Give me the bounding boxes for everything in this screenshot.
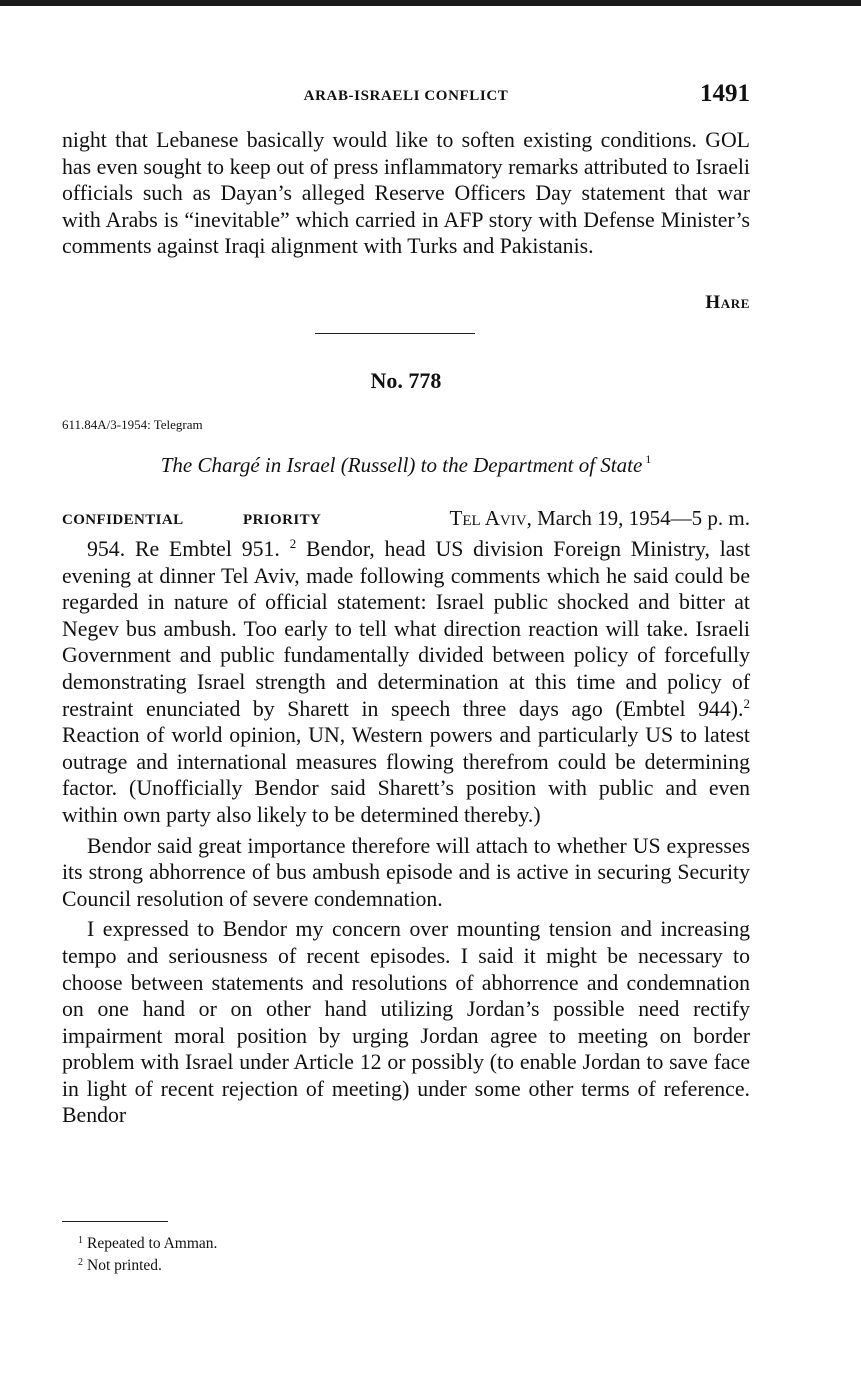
footnote-divider bbox=[62, 1221, 168, 1222]
footnote-ref-1: 1 bbox=[645, 452, 652, 466]
body-paragraph-2: Bendor said great importance therefore will attach to whether US expresses its strong abhorrence of bus ambush episode and is active in securing Security Council resolution of severe condemnation. bbox=[62, 833, 750, 911]
running-head bbox=[62, 80, 750, 114]
classification-line bbox=[62, 506, 750, 534]
classification: CONFIDENTIAL bbox=[62, 512, 184, 528]
page-number: 1491 bbox=[700, 80, 750, 107]
footnote-2 bbox=[78, 1253, 217, 1275]
footnote-text-2: Not printed. bbox=[87, 1257, 162, 1274]
footnote-ref-2b: 2 bbox=[743, 695, 750, 711]
section-divider bbox=[315, 333, 475, 334]
footnotes bbox=[78, 1231, 217, 1275]
footnote-mark-2: 2 bbox=[78, 1257, 83, 1268]
continuation-paragraph bbox=[62, 127, 750, 260]
p1-text-c: Reaction of world opinion, UN, Western powers and particularly US to latest outrage and international measures flowing therefrom could be determining factor. (Unofficially Bendor said Sharett’s position with public and even within own party also likely to be determined thereby.) bbox=[62, 723, 750, 827]
signature: Hare bbox=[705, 292, 750, 313]
continuation-text: night that Lebanese basically would like to soften existing conditions. GOL has even sought to keep out of press inflammatory remarks attributed to Israeli officials such as Dayan’s alleged Reserve Officers Day statement that war with Arabs is “inevitable” which carried in AFP story with Defense Minister’s comments against Iraqi alignment with Turks and Pakistanis. bbox=[62, 128, 750, 259]
document-title-text: The Chargé in Israel (Russell) to the Department of State bbox=[160, 453, 643, 477]
page-top-edge bbox=[0, 0, 861, 6]
telegram-body bbox=[62, 536, 750, 1129]
footnote-ref-2a: 2 bbox=[289, 536, 297, 551]
document-number: No. 778 bbox=[370, 368, 442, 393]
body-paragraph-3: I expressed to Bendor my concern over mounting tension and increasing tempo and seriousness of recent episodes. I said it might be necessary to choose between statements and resolutions of abhorrence and condemnation on one hand or on other hand utilizing Jordan’s possible need rectify impairment moral position by urging Jordan agree to meeting on border problem with Israel under Article 12 or possibly (to enable Jordan to save face in light of recent rejection of meeting) under some other terms of reference. Bendor bbox=[62, 917, 750, 1128]
running-head-title: ARAB-ISRAELI CONFLICT bbox=[303, 88, 509, 104]
footnote-mark-1: 1 bbox=[78, 1235, 83, 1246]
file-reference: 611.84A/3-1954: Telegram bbox=[62, 417, 203, 432]
date-time: , March 19, 1954—5 p. m. bbox=[526, 506, 750, 530]
footnote-text-1: Repeated to Amman. bbox=[87, 1235, 218, 1252]
precedence: PRIORITY bbox=[243, 512, 322, 528]
p1-text-a: 954. Re Embtel 951. bbox=[87, 537, 280, 561]
place: Tel Aviv bbox=[449, 506, 527, 530]
p1-text-b: Bendor, head US division Foreign Ministry, last evening at dinner Tel Aviv, made following comments which he said could be regarded in nature of official statement: Israel public shocked and bitter at Negev bus ambush. Too early to tell what direction reaction will take. Israeli Government and public fundamentally divided between policy of forcefully demonstrating Israel strength and determination at this time and policy of restraint enunciated by Sharett in speech three days ago (Embtel 944). bbox=[62, 537, 750, 721]
dateline bbox=[450, 506, 750, 531]
footnote-1 bbox=[78, 1231, 217, 1253]
document-title bbox=[62, 452, 750, 478]
body-paragraph-1 bbox=[62, 536, 750, 829]
